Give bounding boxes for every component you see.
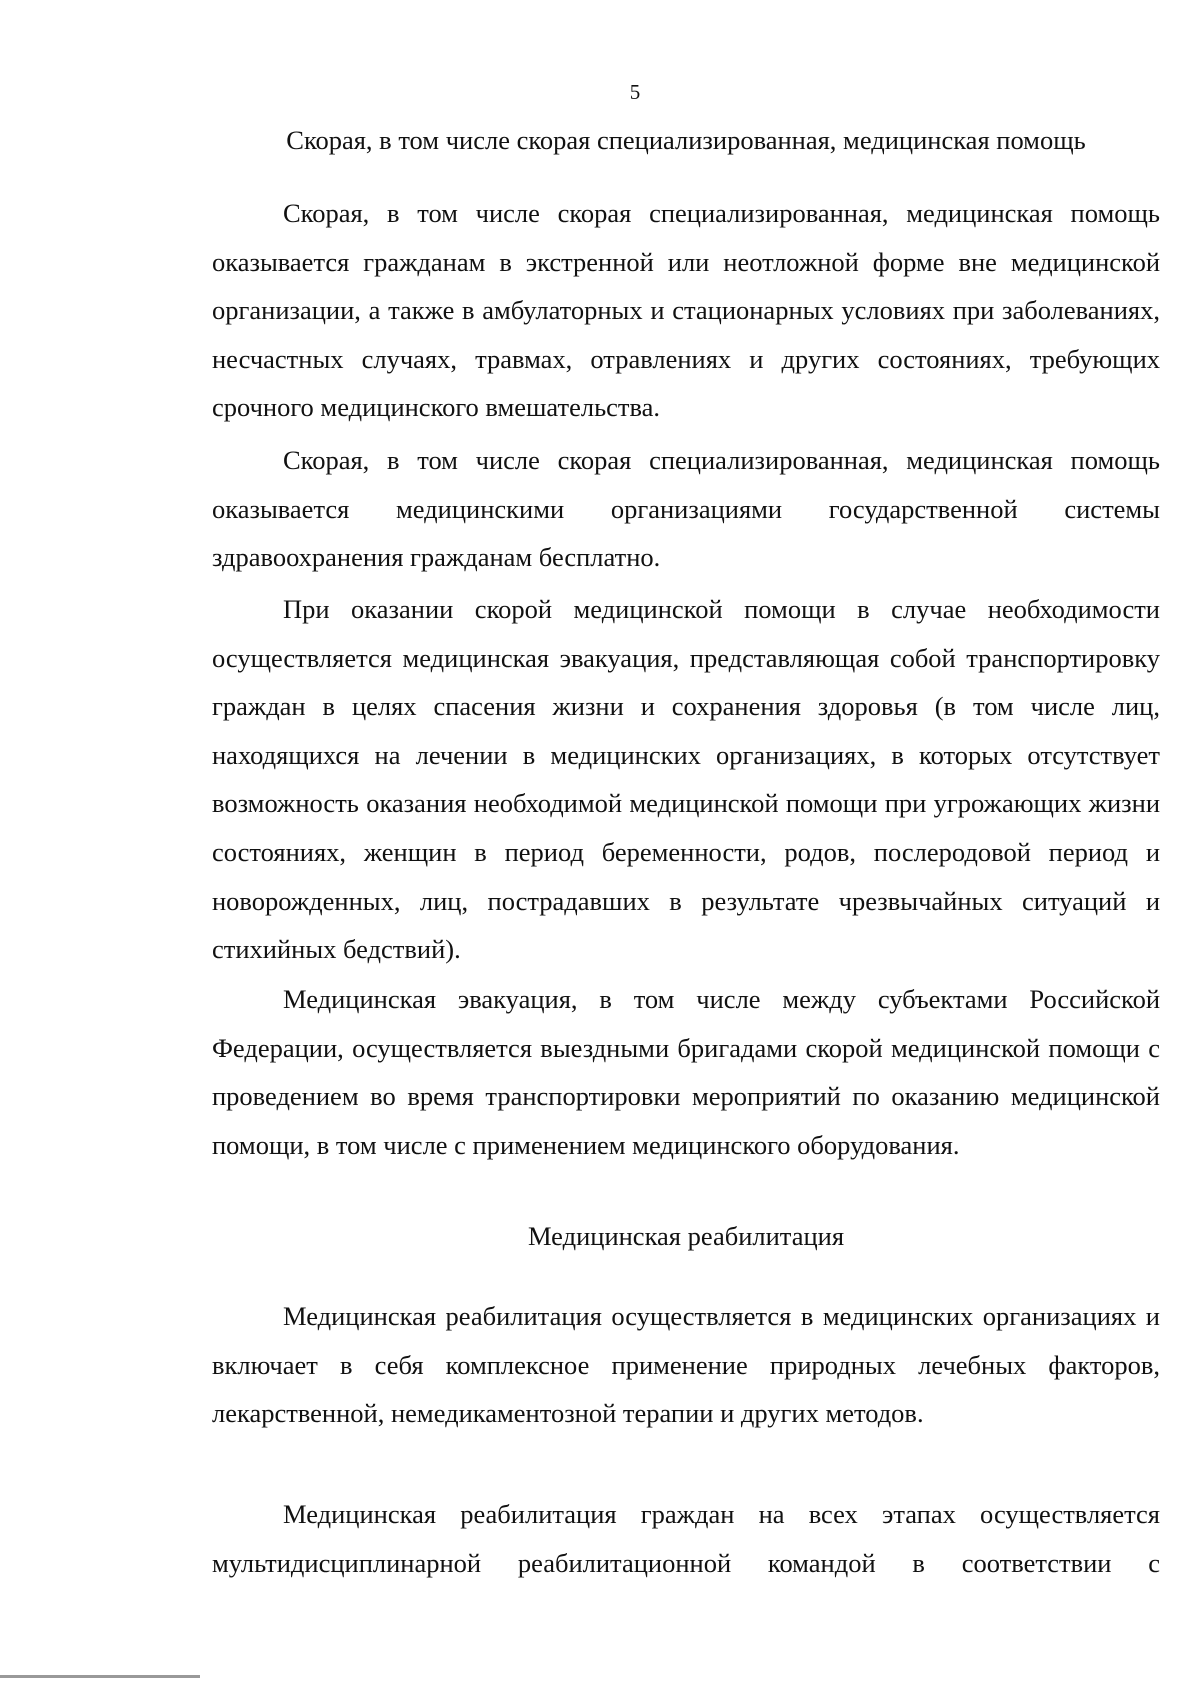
paragraph: Скорая, в том числе скорая специализированная, медицинская помощь оказывается гражданам в экстренной или неотложной форме вне медицинской организации, а также в амбулаторных и стационарных условиях при заболеваниях, несчастных случаях, травмах, отравлениях и других состояниях, требующих срочного медицинского вмешательства. — [212, 198, 1160, 423]
page-number: 5 — [629, 80, 641, 104]
paragraph: Медицинская реабилитация осуществляется в медицинских организациях и включает в себя комплексное применение природных лечебных факторов, лекарственной, немедикаментозной терапии и других методов. — [212, 1301, 1160, 1429]
paragraph: Скорая, в том числе скорая специализированная, медицинская помощь оказывается медицинскими организациями государственной системы здравоохранения гражданам бесплатно. — [212, 445, 1160, 573]
paragraph: Медицинская эвакуация, в том числе между субъектами Российской Федерации, осуществляется выездными бригадами скорой медицинской помощи с проведением во время транспортировки мероприятий по оказанию медицинской помощи, в том числе с применением медицинского оборудования. — [212, 984, 1160, 1160]
section-heading-emergency-care: Скорая, в том числе скорая специализированная, медицинская помощь — [286, 125, 1086, 155]
scan-edge-mark — [0, 1675, 200, 1678]
section-heading-rehabilitation: Медицинская реабилитация — [527, 1221, 845, 1251]
paragraph: При оказании скорой медицинской помощи в случае необходимости осуществляется медицинская эвакуация, представляющая собой транспортировку граждан в целях спасения жизни и сохранения здоровья (в том числе лиц, находящихся на лечении в медицинских организациях, в которых отсутствует возможность оказания необходимой медицинской помощи при угрожающих жизни состояниях, женщин в период беременности, родов, послеродовой период и новорожденных, лиц, пострадавших в результате чрезвычайных ситуаций и стихийных бедствий). — [212, 594, 1160, 965]
paragraph: Медицинская реабилитация граждан на всех этапах осуществляется мультидисциплинарной реабилитационной командой в соответствии с — [212, 1499, 1160, 1578]
